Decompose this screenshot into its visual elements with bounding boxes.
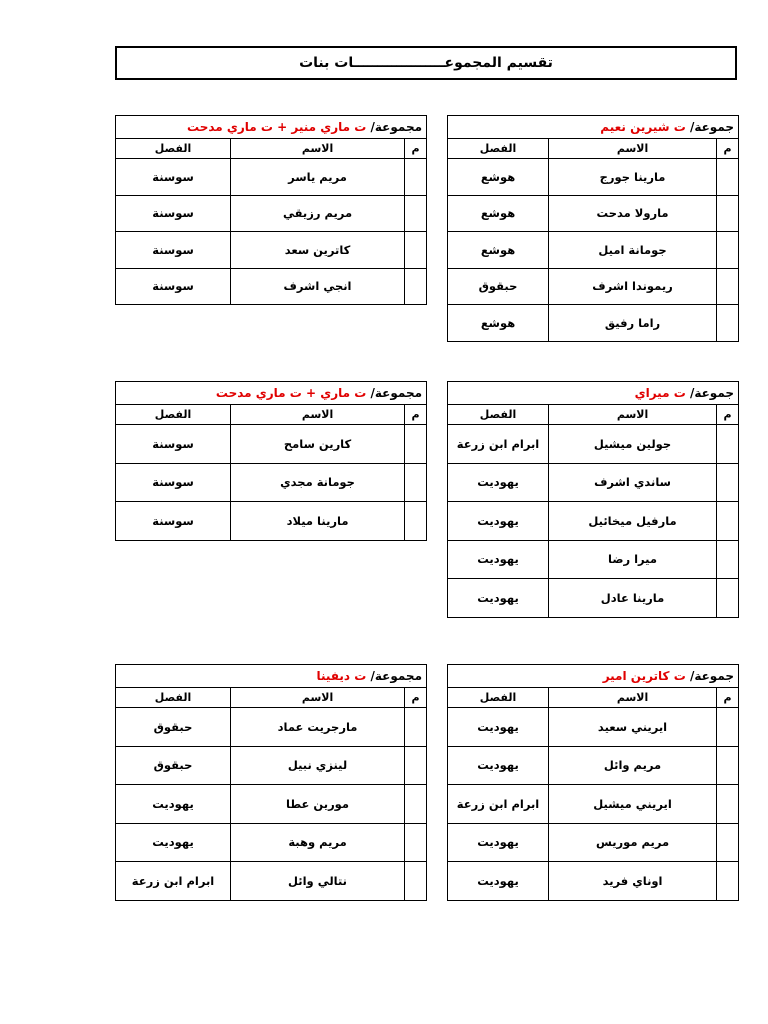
cell-name: ايريني سعيد xyxy=(549,708,717,747)
cell-number xyxy=(405,232,427,269)
cell-number xyxy=(405,823,427,862)
cell-name: ايريني ميشيل xyxy=(549,785,717,824)
cell-class: يهوديت xyxy=(448,746,549,785)
cell-name: راما رفيق xyxy=(549,305,717,342)
table-row xyxy=(448,785,739,824)
table-row xyxy=(116,195,427,232)
cell-number xyxy=(717,195,739,232)
cell-class: حبقوق xyxy=(116,746,231,785)
cell-class: يهوديت xyxy=(448,579,549,618)
cell-class: يهوديت xyxy=(448,540,549,579)
group-table xyxy=(447,381,739,618)
table-row xyxy=(116,159,427,196)
cell-name: مارولا مدحت xyxy=(549,195,717,232)
cell-name: مارينا جورج xyxy=(549,159,717,196)
header-name: الاسم xyxy=(549,688,717,708)
table-row xyxy=(116,463,427,502)
table-row xyxy=(448,195,739,232)
header-name: الاسم xyxy=(549,139,717,159)
table-row xyxy=(116,785,427,824)
cell-class: سوسنة xyxy=(116,425,231,464)
cell-name: مارينا ميلاد xyxy=(231,502,405,541)
group-table xyxy=(447,664,739,901)
cell-name: مارفيل ميخائيل xyxy=(549,502,717,541)
cell-class: ابرام ابن زرعة xyxy=(448,785,549,824)
header-class: الفصل xyxy=(448,405,549,425)
table-row xyxy=(116,502,427,541)
table-row xyxy=(448,746,739,785)
cell-class: حبقوق xyxy=(116,708,231,747)
cell-number xyxy=(717,746,739,785)
cell-number xyxy=(405,463,427,502)
group-caption xyxy=(448,382,739,405)
header-class: الفصل xyxy=(116,139,231,159)
cell-number xyxy=(405,862,427,901)
group-teacher: ت ديفينا xyxy=(316,669,371,683)
group-teacher: ت ميراي xyxy=(634,386,690,400)
cell-name: مريم رزيقي xyxy=(231,195,405,232)
cell-number xyxy=(405,785,427,824)
cell-name: لينزي نبيل xyxy=(231,746,405,785)
cell-class: يهوديت xyxy=(116,785,231,824)
cell-number xyxy=(717,159,739,196)
header-class: الفصل xyxy=(448,139,549,159)
cell-class: يهوديت xyxy=(448,862,549,901)
group-label: جموعة/ xyxy=(689,386,735,400)
cell-number xyxy=(717,540,739,579)
header-class: الفصل xyxy=(116,688,231,708)
header-number: م xyxy=(717,139,739,159)
table-row xyxy=(448,463,739,502)
cell-class: هوشع xyxy=(448,159,549,196)
cell-name: نتالي وائل xyxy=(231,862,405,901)
header-number: م xyxy=(717,688,739,708)
group-teacher: ت ماري منير + ت ماري مدحت xyxy=(187,120,371,134)
cell-number xyxy=(405,425,427,464)
page-title: تقسيم المجموعـــــــــــــــــــات بنات xyxy=(115,46,737,80)
cell-class: سوسنة xyxy=(116,232,231,269)
cell-number xyxy=(717,823,739,862)
group-teacher: ت كاترين امير xyxy=(602,669,690,683)
header-class: الفصل xyxy=(448,688,549,708)
cell-class: يهوديت xyxy=(448,502,549,541)
cell-class: يهوديت xyxy=(448,823,549,862)
group-label: مجموعة/ xyxy=(370,120,423,134)
table-row xyxy=(448,232,739,269)
cell-name: مريم وائل xyxy=(549,746,717,785)
header-name: الاسم xyxy=(231,688,405,708)
cell-class: سوسنة xyxy=(116,502,231,541)
cell-number xyxy=(405,708,427,747)
table-row xyxy=(448,579,739,618)
cell-class: سوسنة xyxy=(116,159,231,196)
cell-class: سوسنة xyxy=(116,195,231,232)
cell-name: جومانة اميل xyxy=(549,232,717,269)
cell-name: كاترين سعد xyxy=(231,232,405,269)
cell-class: سوسنة xyxy=(116,268,231,305)
table-row xyxy=(116,708,427,747)
cell-name: مارينا عادل xyxy=(549,579,717,618)
cell-number xyxy=(405,746,427,785)
cell-name: ساندي اشرف xyxy=(549,463,717,502)
cell-name: جولين ميشيل xyxy=(549,425,717,464)
table-row xyxy=(448,540,739,579)
header-class: الفصل xyxy=(116,405,231,425)
table-row xyxy=(448,159,739,196)
group-table xyxy=(115,115,427,305)
group-table xyxy=(115,664,427,901)
header-name: الاسم xyxy=(231,405,405,425)
cell-number xyxy=(405,268,427,305)
group-caption xyxy=(448,116,739,139)
table-row xyxy=(116,425,427,464)
cell-name: كارين سامح xyxy=(231,425,405,464)
group-label: مجموعة/ xyxy=(370,386,423,400)
cell-number xyxy=(717,862,739,901)
header-number: م xyxy=(405,405,427,425)
table-row xyxy=(448,268,739,305)
cell-class: هوشع xyxy=(448,195,549,232)
cell-number xyxy=(717,785,739,824)
cell-name: مريم وهبة xyxy=(231,823,405,862)
cell-class: حبقوق xyxy=(448,268,549,305)
cell-number xyxy=(717,502,739,541)
cell-class: ابرام ابن زرعة xyxy=(448,425,549,464)
group-table xyxy=(447,115,739,342)
cell-name: اوناي فريد xyxy=(549,862,717,901)
table-row xyxy=(116,862,427,901)
cell-class: يهوديت xyxy=(448,463,549,502)
group-table xyxy=(115,381,427,541)
cell-number xyxy=(717,425,739,464)
cell-class: ابرام ابن زرعة xyxy=(116,862,231,901)
cell-name: مورين عطا xyxy=(231,785,405,824)
cell-class: يهوديت xyxy=(116,823,231,862)
group-label: مجموعة/ xyxy=(370,669,423,683)
table-row xyxy=(116,746,427,785)
cell-number xyxy=(717,232,739,269)
cell-number xyxy=(717,579,739,618)
group-label: جموعة/ xyxy=(689,120,735,134)
cell-class: سوسنة xyxy=(116,463,231,502)
group-caption xyxy=(116,116,427,139)
group-caption xyxy=(448,665,739,688)
cell-number xyxy=(717,463,739,502)
group-caption xyxy=(116,665,427,688)
cell-name: ميرا رضا xyxy=(549,540,717,579)
header-number: م xyxy=(717,405,739,425)
cell-number xyxy=(405,159,427,196)
group-teacher: ت شيرين نعيم xyxy=(600,120,690,134)
table-row xyxy=(448,425,739,464)
cell-class: يهوديت xyxy=(448,708,549,747)
header-name: الاسم xyxy=(231,139,405,159)
cell-name: جومانة مجدي xyxy=(231,463,405,502)
cell-class: هوشع xyxy=(448,305,549,342)
cell-number xyxy=(717,305,739,342)
table-row xyxy=(448,305,739,342)
cell-class: هوشع xyxy=(448,232,549,269)
table-row xyxy=(448,708,739,747)
group-label: جموعة/ xyxy=(689,669,735,683)
cell-name: انجي اشرف xyxy=(231,268,405,305)
table-row xyxy=(448,502,739,541)
table-row xyxy=(116,232,427,269)
header-number: م xyxy=(405,688,427,708)
cell-name: مريم ياسر xyxy=(231,159,405,196)
cell-name: مريم موريس xyxy=(549,823,717,862)
cell-number xyxy=(405,502,427,541)
cell-number xyxy=(405,195,427,232)
cell-name: ريموندا اشرف xyxy=(549,268,717,305)
table-row xyxy=(448,823,739,862)
cell-name: مارجريت عماد xyxy=(231,708,405,747)
cell-number xyxy=(717,708,739,747)
table-row xyxy=(116,823,427,862)
cell-number xyxy=(717,268,739,305)
table-row xyxy=(448,862,739,901)
header-number: م xyxy=(405,139,427,159)
table-row xyxy=(116,268,427,305)
group-caption xyxy=(116,382,427,405)
group-teacher: ت ماري + ت ماري مدحت xyxy=(215,386,371,400)
header-name: الاسم xyxy=(549,405,717,425)
